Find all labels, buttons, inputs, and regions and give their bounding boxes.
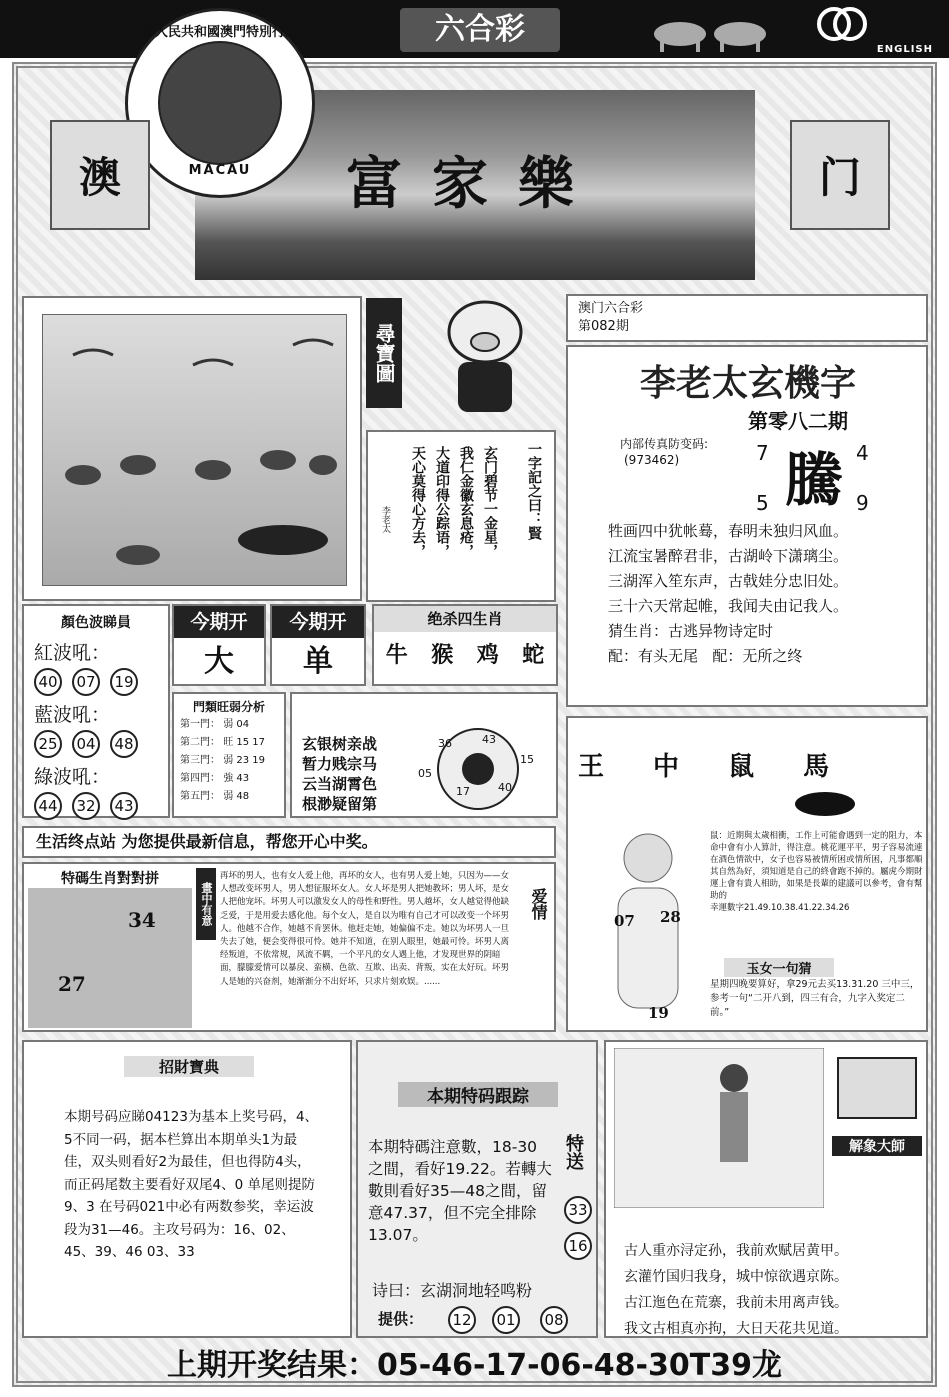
door-label: 第三門： bbox=[180, 755, 220, 766]
verse-line: 三十六天常起帷，我闻夫由记我人。 bbox=[608, 597, 849, 615]
master-line: 古江迤色在荒寨，我前未用离声钱。 bbox=[624, 1295, 848, 1311]
door-state: 強 bbox=[223, 773, 234, 784]
lantern-left bbox=[40, 100, 160, 260]
rings-logo-icon bbox=[812, 4, 872, 44]
zodiac-animal: 牛 bbox=[385, 643, 408, 668]
english-link[interactable]: ENGLISH bbox=[876, 44, 933, 55]
hints bbox=[608, 644, 928, 669]
rat-text-block bbox=[710, 830, 924, 914]
corner-num: 7 bbox=[756, 441, 769, 465]
verse-line: 江流宝暑醉君非，古湖岭下潇璃尘。 bbox=[608, 547, 849, 565]
wave-num: 48 bbox=[110, 730, 138, 758]
treasure-map-panel bbox=[22, 296, 362, 601]
door-label: 第一門： bbox=[180, 719, 220, 730]
love-side: 爱情 bbox=[529, 888, 548, 920]
track-poem: 诗曰：玄湖洞地轻鸣粉 bbox=[372, 1281, 533, 1300]
pair-table-image bbox=[28, 868, 192, 1028]
four-zodiac-title: 绝杀四生肖 bbox=[374, 606, 556, 632]
poem-col: 根渺疑留第 bbox=[302, 795, 378, 813]
provide-num: 12 bbox=[448, 1306, 476, 1334]
color-wave-panel bbox=[22, 604, 170, 818]
hint: 配：有头无尾 bbox=[608, 647, 699, 665]
open-box-1 bbox=[172, 604, 266, 686]
master-line: 我文古相真亦拘，大日天花共见道。 bbox=[624, 1321, 848, 1337]
treasure-map-image bbox=[42, 314, 347, 586]
love-text: 再坏的男人，也有女人爱上他，再坏的女人，也有男人爱上她，只因为——女人想改变坏男人，男人想征服坏女人。女人坏是男人把她教坏；男人坏，是女人把他宠坏。坏男人可以激发女人的母性和野性。男人越坏，女人越觉得他缺乏爱，于是用爱去感化他。每个女人，是自以为唯有自己才可以改变一个坏男人。他越不合作，她越不肯罢休。他赶走她，她偏偏不走。她以为坏男人一旦失去了她，便会变得很可怜。她并不知道，在别人眼里，她最可怜。坏男人离经叛道，不依常规，风流不羁，一个平凡的女人遇上他，才发现世界的阴暗面，朦朦爱情可以暴戾、蛮横、色欲、互欺、出卖、背叛，实在太好玩。坏男人是她的兴奋剂，她渐渐分不出好坏，只求片刻欢娱。...... bbox=[220, 871, 510, 987]
rat-num: 28 bbox=[660, 908, 681, 926]
horses-icon bbox=[640, 6, 790, 54]
door-num: 23 bbox=[236, 755, 250, 766]
brand-title: 六合彩 bbox=[400, 8, 560, 52]
open-value-1: 大 bbox=[204, 644, 234, 679]
pig-mascot-icon bbox=[420, 292, 550, 422]
scroll-line: 大道印得公踪语， bbox=[434, 446, 450, 558]
send-label: 特送 bbox=[563, 1134, 584, 1170]
jade-title: 玉女一句猜 bbox=[724, 958, 834, 977]
scroll-title: 一字記之曰：賢 bbox=[526, 442, 542, 540]
wave-num: 40 bbox=[34, 668, 62, 696]
code-value: (973462) bbox=[624, 453, 680, 467]
scroll-line: 玄门碧节一金星， bbox=[482, 446, 498, 558]
door-num: 17 bbox=[252, 737, 266, 748]
four-zodiac-panel bbox=[372, 604, 558, 686]
rat-head: 王 中 鼠 馬 bbox=[578, 752, 850, 782]
rat-label: 鼠 bbox=[710, 831, 719, 841]
door-num: 43 bbox=[236, 773, 250, 784]
bagua-num: 17 bbox=[456, 785, 470, 798]
lantern-right-char: 门 bbox=[818, 153, 861, 202]
master-line: 玄灌竹国归我身，城中惊欲遇京陈。 bbox=[624, 1269, 848, 1285]
pair-love-panel bbox=[22, 862, 556, 1032]
wave-num: 25 bbox=[34, 730, 62, 758]
period-box bbox=[566, 294, 928, 342]
provide-label: 提供： bbox=[378, 1310, 424, 1328]
wave-row-blue: 藍波吼： bbox=[34, 704, 111, 726]
bagua-num: 15 bbox=[520, 753, 534, 766]
li-lao-panel bbox=[566, 345, 928, 707]
door-state: 弱 bbox=[223, 719, 234, 730]
scroll-line: 我仁金徽玄息疮， bbox=[458, 446, 474, 558]
open-box-2 bbox=[270, 604, 366, 686]
rat-lucky: 幸運數字21.49.10.38.41.22.34.26 bbox=[710, 903, 850, 913]
door-state: 弱 bbox=[223, 791, 234, 802]
open-label-2: 今期开 bbox=[272, 606, 364, 638]
scroll-line: 天心莫得心方去， bbox=[410, 446, 426, 558]
pair-num: 27 bbox=[58, 972, 86, 996]
open-label-1: 今期开 bbox=[174, 606, 264, 638]
rat-panel bbox=[566, 716, 928, 1032]
treasure-tag: 尋寶圖 bbox=[366, 298, 402, 408]
zodiac-animal: 蛇 bbox=[522, 643, 545, 668]
door-title: 門類旺弱分析 bbox=[192, 700, 265, 714]
rat-num: 19 bbox=[648, 1004, 669, 1022]
wave-num: 44 bbox=[34, 792, 62, 820]
lucky-title: 招財寶典 bbox=[124, 1056, 254, 1077]
last-result: 上期开奖结果：05-46-17-06-48-30T39龙 bbox=[167, 1348, 782, 1383]
bagua-num: 05 bbox=[418, 767, 432, 780]
big-char: 騰 bbox=[784, 446, 843, 514]
lotus-icon bbox=[158, 41, 282, 165]
track-panel bbox=[356, 1040, 598, 1338]
wave-num: 19 bbox=[110, 668, 138, 696]
girl-photo-icon bbox=[578, 818, 708, 1028]
li-lao-title: 李老太玄機字 bbox=[639, 362, 856, 404]
provide-num: 01 bbox=[492, 1306, 520, 1334]
bagua-num: 43 bbox=[482, 733, 496, 746]
door-row bbox=[180, 752, 278, 770]
track-text: 本期特碼注意數，18-30之間，看好19.22。若轉大數則看好35—48之間，留意47.37，但不完全排除13.07。 bbox=[368, 1138, 552, 1244]
corner-num: 9 bbox=[856, 491, 869, 515]
bagua-num: 36 bbox=[438, 737, 452, 750]
poem-scroll bbox=[366, 430, 556, 602]
zodiac-animal: 鸡 bbox=[476, 643, 499, 668]
banner-title: 富家樂 bbox=[346, 151, 604, 217]
door-state: 旺 bbox=[223, 737, 234, 748]
poem-col: 云当湖霄色 bbox=[302, 775, 378, 793]
door-row bbox=[180, 734, 278, 752]
zodiac-row bbox=[374, 632, 556, 680]
code-label: 内部传真防变码: bbox=[620, 437, 709, 451]
birds-grass-icon bbox=[43, 315, 348, 587]
master-tag: 解象大師 bbox=[832, 1136, 922, 1156]
door-state: 弱 bbox=[223, 755, 234, 766]
wave-num: 04 bbox=[72, 730, 100, 758]
door-num: 04 bbox=[236, 719, 250, 730]
door-label: 第二門： bbox=[180, 737, 220, 748]
send-num: 16 bbox=[564, 1232, 592, 1260]
provide-num: 08 bbox=[540, 1306, 568, 1334]
love-tag: 畫中有意 bbox=[196, 868, 216, 940]
corner-num: 4 bbox=[856, 441, 869, 465]
li-lao-period: 第零八二期 bbox=[748, 409, 848, 433]
emblem-label: MACAU bbox=[188, 163, 252, 178]
period-line2: 第082期 bbox=[578, 319, 629, 334]
master-panel bbox=[604, 1040, 928, 1338]
period-line1: 澳门六合彩 bbox=[578, 301, 644, 316]
wave-num: 07 bbox=[72, 668, 100, 696]
rat-text: ：近期與太歲相衝，工作上可能會遇到一定的阻力，本命中會有小人算計，得注意。桃花運平平，男子容易流連在酒色情欲中，女子也容易被情所困或情所困，凡事都順其自然為好，須知道是自己的終會跑不掉的。屬虎今期財運上會有貴人相助，如果是長輩的建議可以參考，會有幫助的 bbox=[710, 831, 923, 901]
door-row bbox=[180, 788, 278, 806]
woman-picture-icon bbox=[614, 1048, 824, 1208]
scroll-author: 李老太 bbox=[380, 506, 390, 533]
poem-col: 暂力贱宗马 bbox=[302, 755, 378, 773]
emblem-ring-text: 中華人民共和國澳門特別行政區 bbox=[128, 25, 311, 40]
rat-num: 07 bbox=[614, 912, 635, 930]
wave-row-green: 綠波吼： bbox=[34, 766, 111, 788]
door-num: 15 bbox=[236, 737, 250, 748]
wave-num: 43 bbox=[110, 792, 138, 820]
door-row bbox=[180, 770, 278, 788]
pair-num: 34 bbox=[128, 908, 156, 932]
ox-icon bbox=[790, 784, 860, 824]
verse-line: 三湖浑入笙东声，古戟娃分忠旧处。 bbox=[608, 572, 849, 590]
pair-title: 特碼生肖對對拼 bbox=[28, 868, 192, 888]
wave-num: 32 bbox=[72, 792, 100, 820]
track-title: 本期特码跟踪 bbox=[398, 1082, 558, 1107]
zodiac-animal: 猴 bbox=[431, 643, 454, 668]
guess-label: 猜生肖：古逃异物诗定时 bbox=[608, 622, 774, 640]
hint: 配：无所之终 bbox=[712, 647, 803, 665]
door-row bbox=[180, 716, 278, 734]
life-banner: 生活终点站 为您提供最新信息，帮您开心中奖。 bbox=[22, 826, 556, 858]
wave-row-red: 紅波吼： bbox=[34, 642, 111, 664]
lucky-panel bbox=[22, 1040, 352, 1338]
poem-columns bbox=[302, 734, 402, 814]
master-line: 古人重亦浔定孙，我前欢赋居黄甲。 bbox=[624, 1243, 848, 1259]
poem-bagua-panel bbox=[290, 692, 558, 818]
scroll-lines bbox=[394, 446, 502, 566]
door-num: 19 bbox=[252, 755, 266, 766]
verses bbox=[608, 519, 928, 669]
jade-text: 星期四晚要算好，拿29元去买13.31.20 三中三，参考一句“二开八到，四三有合，九字入奖定二前。” bbox=[710, 979, 920, 1018]
send-num: 33 bbox=[564, 1196, 592, 1224]
door-analysis-panel bbox=[172, 692, 286, 818]
poem-col: 玄银树亲战 bbox=[302, 735, 378, 753]
door-num: 48 bbox=[236, 791, 250, 802]
bagua-num: 40 bbox=[498, 781, 512, 794]
open-value-2: 单 bbox=[303, 644, 333, 679]
lantern-right bbox=[780, 100, 900, 260]
master-lines bbox=[624, 1238, 924, 1342]
door-label: 第四門： bbox=[180, 773, 220, 784]
door-label: 第五門： bbox=[180, 791, 220, 802]
lucky-text: 本期号码应睇04123为基本上奖号码，4、5不同一码，据本栏算出本期单头1为最佳，双头则看好2为最佳，但也得防4头，而正码尾数主要看好双尾4、0 单尾则提防9、3 在号码021中必有两数参奖，幸运波段为31—46。主攻号码为：16、02、45、39、46 03、33 bbox=[64, 1109, 319, 1260]
book-icon bbox=[832, 1048, 922, 1128]
verse-line: 牲画四中犹帐蓦，春明未独归风血。 bbox=[608, 522, 849, 540]
lantern-left-char: 澳 bbox=[78, 153, 121, 202]
corner-num: 5 bbox=[756, 491, 769, 515]
color-wave-title: 顏色波睇員 bbox=[61, 615, 131, 631]
